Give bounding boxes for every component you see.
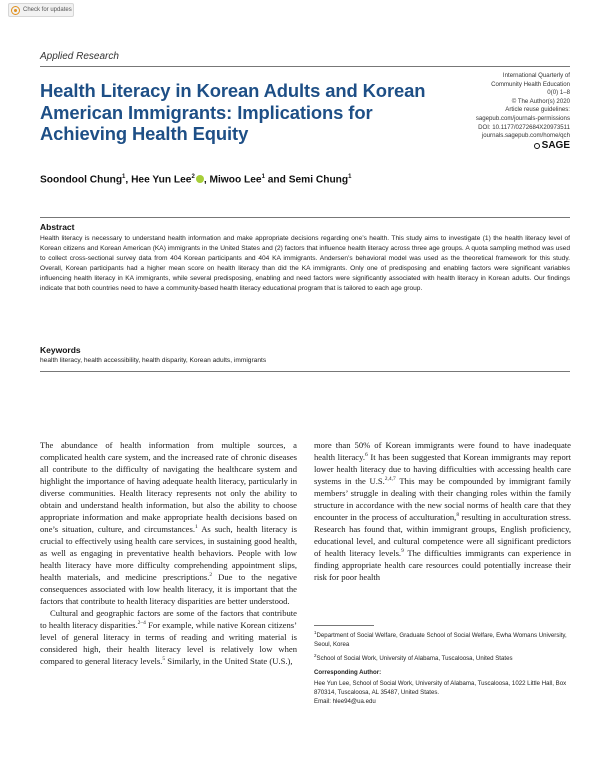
author-affiliation-mark: 2: [191, 174, 195, 180]
article-title: Health Literacy in Korean Adults and Korean American Immigrants: Implications for Achieving Health Equity: [40, 80, 426, 144]
body-paragraph: The abundance of health information from multiple sources, a complicated health care system, and the increased rate of chronic diseases all contribute to the difficulty of navigating the healthcare system and highlight the importance of having adequate health literacy, particularly in diverse communities. Health literacy represents not only the ability to obtain and understand health information, but also the ability to choose appropriate information and make appropriate health decisions based on one’s situation, culture, and circumstances.$^1$ As such, health literacy is crucial to effectively using health care services, in sustaining good health, as well as engaging in preventative health behaviors. People with low health literacy have more difficulty comprehending appointment slips, health materials, and medicine prescriptions.$^2$ Due to the negative consequences associated with low health literacy, it is important that the factors that contribute to health literacy disparities are better understood.: [40, 440, 297, 606]
doi-link[interactable]: DOI: 10.1177/0272684X20973511: [478, 123, 570, 131]
author-name: Hee Yun Lee: [131, 174, 192, 186]
check-for-updates-button[interactable]: [8, 3, 74, 17]
author-separator: ,: [203, 174, 210, 186]
affiliation-number: 1: [314, 630, 317, 635]
author-name: Miwoo Lee: [209, 174, 262, 186]
article-type-label: Applied Research: [40, 51, 119, 62]
journal-info-line: Article reuse guidelines:: [505, 106, 570, 114]
journal-info-line: Community Health Education: [491, 80, 570, 88]
corresponding-author-text: [314, 680, 574, 706]
keywords-divider: [40, 371, 570, 372]
author-affiliation-mark: 1: [348, 174, 352, 180]
corresponding-author-address: Hee Yun Lee, School of Social Work, University of Alabama, Tuscaloosa, 1022 Little Hall, Box 870314, Tuscaloosa, AL 35487, United States.: [314, 680, 567, 697]
author-affiliation-mark: 1: [122, 174, 126, 180]
header-divider: [40, 66, 570, 67]
citation-ref[interactable]: 9: [401, 548, 404, 555]
author-name: Semi Chung: [288, 174, 349, 186]
citation-ref[interactable]: 5: [162, 656, 166, 663]
abstract-divider: [40, 217, 570, 218]
affiliation-number: 2: [314, 652, 317, 658]
citation-ref[interactable]: 6: [365, 452, 368, 459]
body-paragraph: more than 50% of Korean immigrants were found to have inadequate health literacy.$^6$ It has been suggested that Korean immigrants may report lower health literacy due to having difficulties with accessing health care systems in the U.S.$^{2,4,7}$ This may be compounded by immigrant family members’ struggle in dealing with their changing roles within the family structure in accordance with the new social norms of health care that they encounter in the process of acculturation,$^8$ resulting in acculturation stress. Research has found that, within immigrant groups, English proficiency, educational level, and cultural competence were all significant predictors of health literacy levels.$^9$ The difficulties immigrants can experience in finding appropriate health care resources could potentially increase their risk for poor health: [314, 440, 571, 582]
citation-ref[interactable]: 2,4,7: [384, 476, 396, 483]
affiliation-text: School of Social Work, University of Alabama, Tuscaloosa, United States: [316, 654, 513, 662]
orcid-icon[interactable]: [196, 175, 204, 183]
permissions-link[interactable]: sagepub.com/journals-permissions: [475, 114, 570, 122]
citation-ref[interactable]: 8: [456, 512, 460, 519]
abstract-text: Health literacy is necessary to understand health information and make appropriate decisions regarding one’s health. This study aims to investigate (1) the health literacy level of Korean citizens and Korean American (KA) immigrants in the United States and (2) factors that influence health literacy across three age groups. A quota sampling method was used to collect cross-sectional survey data from 404 Korean participants and 404 KA immigrants. Andersen’s behavioral model was used as the theoretical framework for this study. Overall, Korean participants had a higher mean score on health literacy than did the KA immigrants. Only one of predisposing and enabling factors were significant variables influencing health literacy in KA immigrants, while several predisposing, enabling and need factors were significantly associated with health literacy in Korean adults. Our findings indicate that both countries need to have a community-based health literacy educational program that is tailored to each age group.: [40, 235, 570, 292]
journal-info-line: 0(0) 1–8: [547, 89, 570, 97]
check-updates-icon: [11, 6, 20, 15]
author-list: [40, 174, 351, 185]
journal-info-line: International Quarterly of: [502, 72, 570, 79]
affiliation-note: [314, 652, 574, 664]
journal-info-line: © The Author(s) 2020: [511, 97, 570, 105]
author-separator: and: [264, 174, 289, 186]
publisher-name: SAGE: [541, 139, 570, 151]
author-separator: ,: [125, 174, 132, 186]
journal-home-link[interactable]: journals.sagepub.com/home/qch: [481, 132, 570, 140]
author-name: Soondool Chung: [40, 174, 123, 186]
journal-info-block: [458, 72, 570, 153]
footnote-divider: [314, 625, 374, 626]
body-paragraph: Cultural and geographic factors are some of the factors that contribute to health literacy disparities.$^{2-4}$ For example, while native Korean citizens’ level of general literacy in terms of reading and writing material is considered high, their health literacy level is relatively low when compared to general literacy levels.$^5$ Similarly, in the United State (U.S.),: [40, 608, 297, 666]
keywords-text: health literacy, health accessibility, health disparity, Korean adults, immigrants: [40, 357, 267, 364]
affiliation-text: Department of Social Welfare, Graduate School of Social Welfare, Ewha Womans University, Seoul, Korea: [314, 632, 567, 648]
affiliation-note: [314, 629, 574, 650]
body-column-left: [40, 439, 297, 667]
sage-logo: [534, 139, 570, 151]
sage-logo-icon: [534, 143, 540, 149]
author-affiliation-mark: 1: [261, 174, 265, 180]
check-updates-label: Check for updates: [23, 7, 72, 13]
body-column-right: [314, 439, 571, 583]
corresponding-author-heading: Corresponding Author:: [314, 669, 382, 677]
citation-ref[interactable]: 2: [209, 572, 213, 579]
footnotes: [314, 629, 574, 709]
citation-ref[interactable]: 1: [194, 524, 198, 531]
corresponding-author-email[interactable]: Email: hlee94@ua.edu: [314, 697, 376, 705]
abstract-heading: Abstract: [40, 222, 75, 232]
citation-ref[interactable]: 2–4: [137, 620, 146, 627]
keywords-heading: Keywords: [40, 345, 81, 355]
